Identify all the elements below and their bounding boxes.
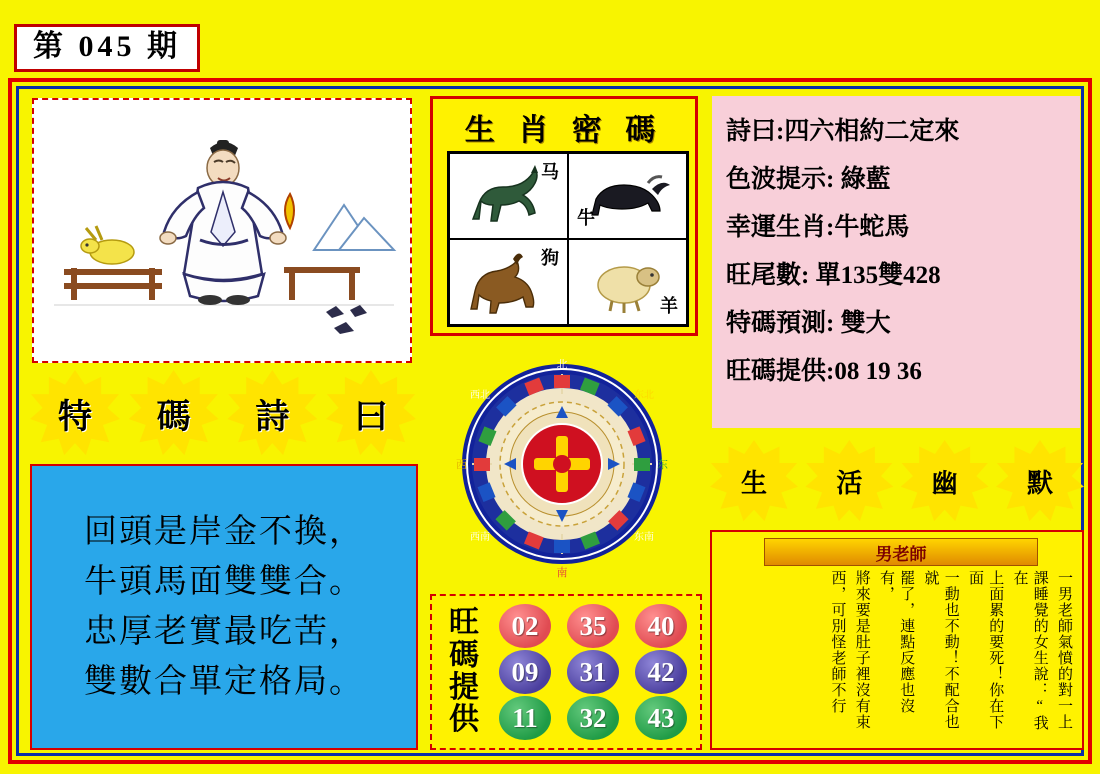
- number-ball: 42: [635, 650, 687, 694]
- joke-column: 一男老師氣憤的對一上: [1056, 570, 1072, 730]
- svg-text:西北: 西北: [470, 390, 490, 401]
- lucky-numbers-label: [436, 607, 492, 737]
- joke-column: 西，可別怪老師不行: [829, 570, 846, 714]
- star-shi: [227, 370, 317, 456]
- star-row-top: [30, 370, 416, 456]
- star-row-bottom: [710, 440, 1084, 522]
- label-char: 碼: [449, 638, 479, 672]
- joke-title: 男老師: [764, 538, 1038, 566]
- star-char: 生: [740, 468, 767, 498]
- joke-panel: [710, 530, 1084, 750]
- poem-line: 牛頭馬面雙雙合。: [84, 563, 364, 600]
- star-huo: [805, 440, 893, 522]
- star-char: 碼: [156, 398, 191, 436]
- zodiac-cell-horse: [449, 153, 568, 239]
- star-mo: [996, 440, 1084, 522]
- zodiac-label: 羊: [660, 296, 678, 316]
- illustration-box: [32, 98, 412, 363]
- joke-column: 罷了，連點反應也沒有，: [878, 570, 915, 714]
- label-char: 提: [449, 671, 479, 704]
- label-char: 供: [449, 703, 479, 737]
- poem-line: 雙數合單定格局。: [84, 664, 364, 701]
- main-board: [8, 78, 1092, 764]
- zodiac-title: 生 肖 密 碼: [464, 114, 664, 147]
- zodiac-cell-dog: [449, 239, 568, 325]
- star-te: [30, 370, 120, 456]
- star-char: 幽: [931, 468, 958, 498]
- star-char: 特: [58, 398, 92, 436]
- lucky-numbers-panel: [430, 594, 702, 750]
- zodiac-label: 狗: [541, 248, 559, 268]
- joke-column: 上面累的要死！你在下面: [967, 570, 1004, 730]
- poem-line: 回頭是岸金不換，: [84, 513, 364, 550]
- compass-icon: [442, 344, 682, 584]
- joke-column: 將來要是肚子裡沒有束: [853, 570, 870, 730]
- info-row: 旺尾數: 單135雙428: [726, 262, 941, 289]
- scholar-illustration-icon: [34, 100, 410, 361]
- prediction-info-panel: [712, 96, 1080, 428]
- svg-text:北: 北: [556, 359, 568, 371]
- info-row: 旺碼提供:08 19 36: [726, 358, 922, 385]
- info-row: 色波提示: 綠藍: [726, 166, 891, 193]
- star-char: 活: [836, 468, 863, 498]
- feng-shui-compass: [442, 344, 682, 584]
- star-char: 曰: [353, 398, 388, 436]
- star-you: [901, 440, 989, 522]
- zodiac-cell-ox: [568, 153, 687, 239]
- number-ball: 32: [567, 696, 619, 740]
- star-sheng: [710, 440, 798, 522]
- issue-badge: 第 045 期: [14, 24, 200, 72]
- lucky-numbers-grid: [492, 600, 700, 744]
- number-ball: 09: [499, 650, 551, 694]
- joke-column: 一動也不動！不配合也就: [922, 570, 959, 730]
- number-ball: 35: [567, 604, 619, 648]
- star-char: 默: [1026, 468, 1053, 498]
- svg-text:东: 东: [657, 459, 668, 471]
- poem-box: [30, 464, 418, 750]
- joke-body: [720, 570, 1074, 742]
- zodiac-cell-goat: [568, 239, 687, 325]
- svg-text:南: 南: [556, 567, 568, 579]
- svg-text:东北: 东北: [634, 390, 654, 401]
- number-ball: 02: [499, 604, 551, 648]
- svg-text:西: 西: [456, 459, 467, 471]
- star-char: 詩: [255, 398, 290, 436]
- info-row: 幸運生肖:牛蛇馬: [726, 214, 910, 241]
- number-ball: 31: [567, 650, 619, 694]
- svg-text:东南: 东南: [634, 532, 654, 543]
- zodiac-label: 马: [541, 162, 559, 182]
- number-ball: 40: [635, 604, 687, 648]
- info-row: 詩曰:四六相約二定來: [726, 118, 960, 145]
- zodiac-grid: [447, 151, 689, 327]
- zodiac-panel: [430, 96, 698, 336]
- star-yue: [326, 370, 416, 456]
- number-ball: 11: [499, 696, 551, 740]
- number-ball: 43: [635, 696, 687, 740]
- star-ma: [129, 370, 219, 456]
- joke-column: 課睡覺的女生說：“我在: [1011, 570, 1048, 731]
- svg-text:西南: 西南: [470, 532, 490, 543]
- info-row: 特碼預測: 雙大: [726, 310, 891, 337]
- label-char: 旺: [449, 606, 479, 640]
- poem-line: 忠厚老實最吃苦，: [84, 614, 364, 650]
- zodiac-label: 牛: [577, 208, 595, 228]
